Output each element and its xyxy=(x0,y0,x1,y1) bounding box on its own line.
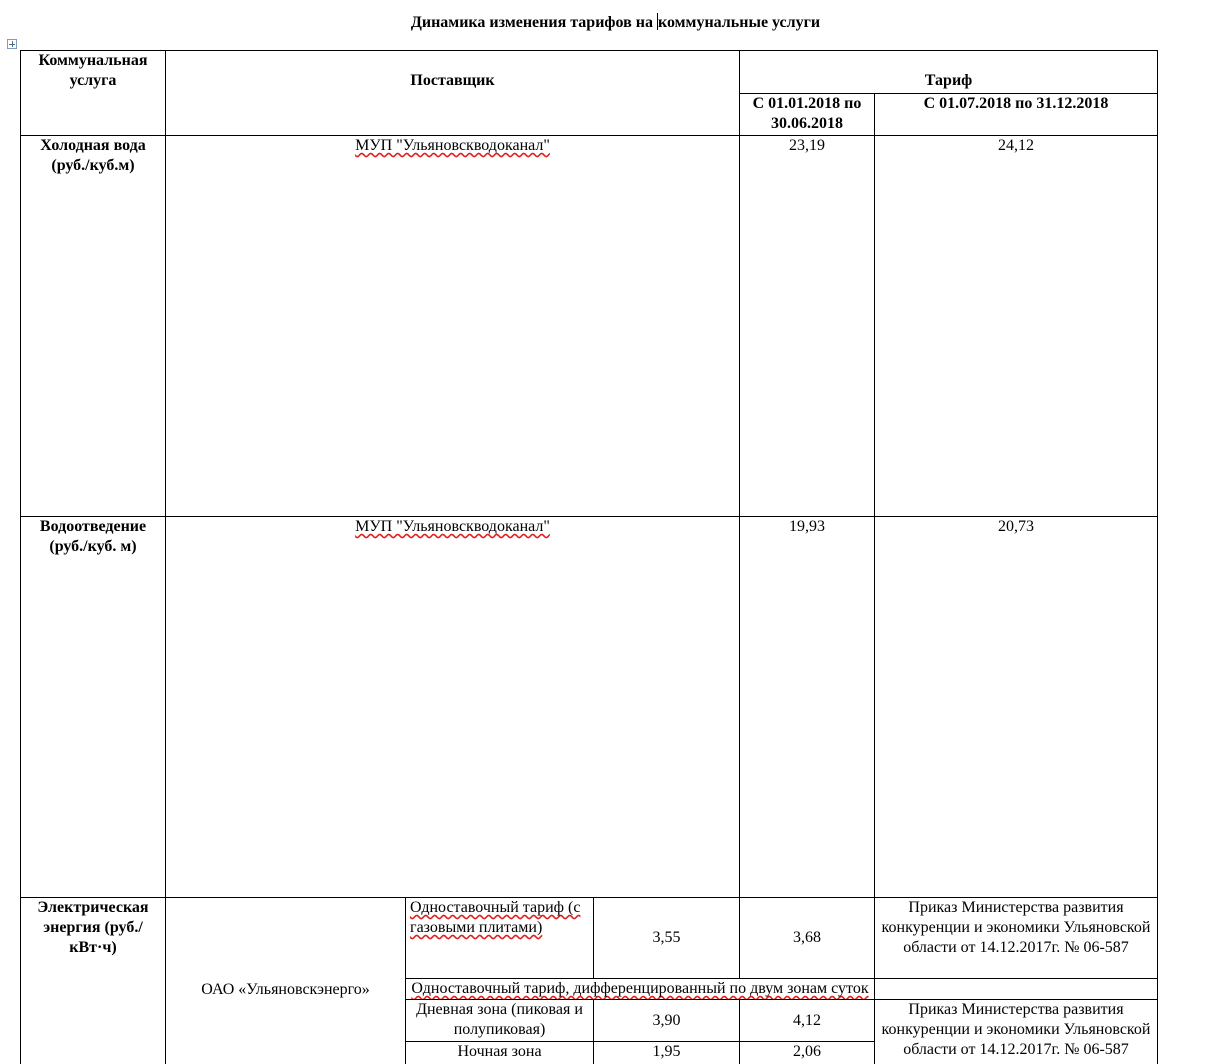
cell-tariff2: 24,12 xyxy=(875,136,1158,517)
supplier-text: МУП "Ульяновскводоканал" xyxy=(355,137,550,154)
cell-night-zone-label: Ночная зона xyxy=(406,1042,594,1064)
tariffs-table xyxy=(20,50,1158,1064)
cell-tariff2: 20,73 xyxy=(875,517,1158,898)
cell-tariff2: 3,68 xyxy=(740,898,875,979)
cell-tariff1: 23,19 xyxy=(740,136,875,517)
header-period1: С 01.01.2018 по 30.06.2018 xyxy=(740,94,875,136)
cell-supplier: ОАО «Ульяновскэнерго» xyxy=(166,898,406,1064)
cell-tariff1: 1,95 xyxy=(594,1042,740,1064)
cell-service: Водоотведение (руб./куб. м) xyxy=(21,517,166,898)
cell-tariff2: 2,06 xyxy=(740,1042,875,1064)
document-title-part1: Динамика изменения тарифов на xyxy=(411,14,657,31)
table-row-cold-water xyxy=(21,136,1158,517)
cell-tariff2: 4,12 xyxy=(740,1000,875,1042)
cell-single-rate-label xyxy=(406,898,594,979)
cell-zoned-header xyxy=(406,979,875,1000)
cell-tariff1: 3,90 xyxy=(594,1000,740,1042)
cell-service: Холодная вода (руб./куб.м) xyxy=(21,136,166,517)
supplier-text: МУП "Ульяновскводоканал" xyxy=(355,518,550,535)
zoned-header-text: Одноставочный тариф, дифференцированный по двум зонам суток xyxy=(411,980,868,997)
table-row-wastewater xyxy=(21,517,1158,898)
cell-supplier xyxy=(166,517,740,898)
table-row-electricity-single xyxy=(21,898,1158,979)
document-title xyxy=(0,13,1231,33)
cell-tariff1: 3,55 xyxy=(594,898,740,979)
header-period2: С 01.07.2018 по 31.12.2018 xyxy=(875,94,1158,136)
cell-act: Приказ Министерства развития конкуренции и экономики Ульяновской области от 14.12.2017г. № 06-587 xyxy=(875,898,1158,979)
header-row-1 xyxy=(21,51,1158,94)
single-rate-label: Одноставочный тариф (с газовыми плитами) xyxy=(410,899,580,936)
cell-service: Электрическая энергия (руб./кВт·ч) xyxy=(21,898,166,1064)
header-tariff: Тариф xyxy=(740,51,1158,94)
cell-empty xyxy=(875,979,1158,1000)
table-move-handle-icon[interactable] xyxy=(7,39,17,49)
cell-day-zone-label: Дневная зона (пиковая и полупиковая) xyxy=(406,1000,594,1042)
cell-tariff1: 19,93 xyxy=(740,517,875,898)
cell-supplier xyxy=(166,136,740,517)
header-supplier: Поставщик xyxy=(166,51,740,136)
document-title-part2: коммунальные услуги xyxy=(658,14,820,31)
cell-act: Приказ Министерства развития конкуренции и экономики Ульяновской области от 14.12.2017г. № 06-587 xyxy=(875,1000,1158,1064)
header-service: Коммунальная услуга xyxy=(21,51,166,136)
